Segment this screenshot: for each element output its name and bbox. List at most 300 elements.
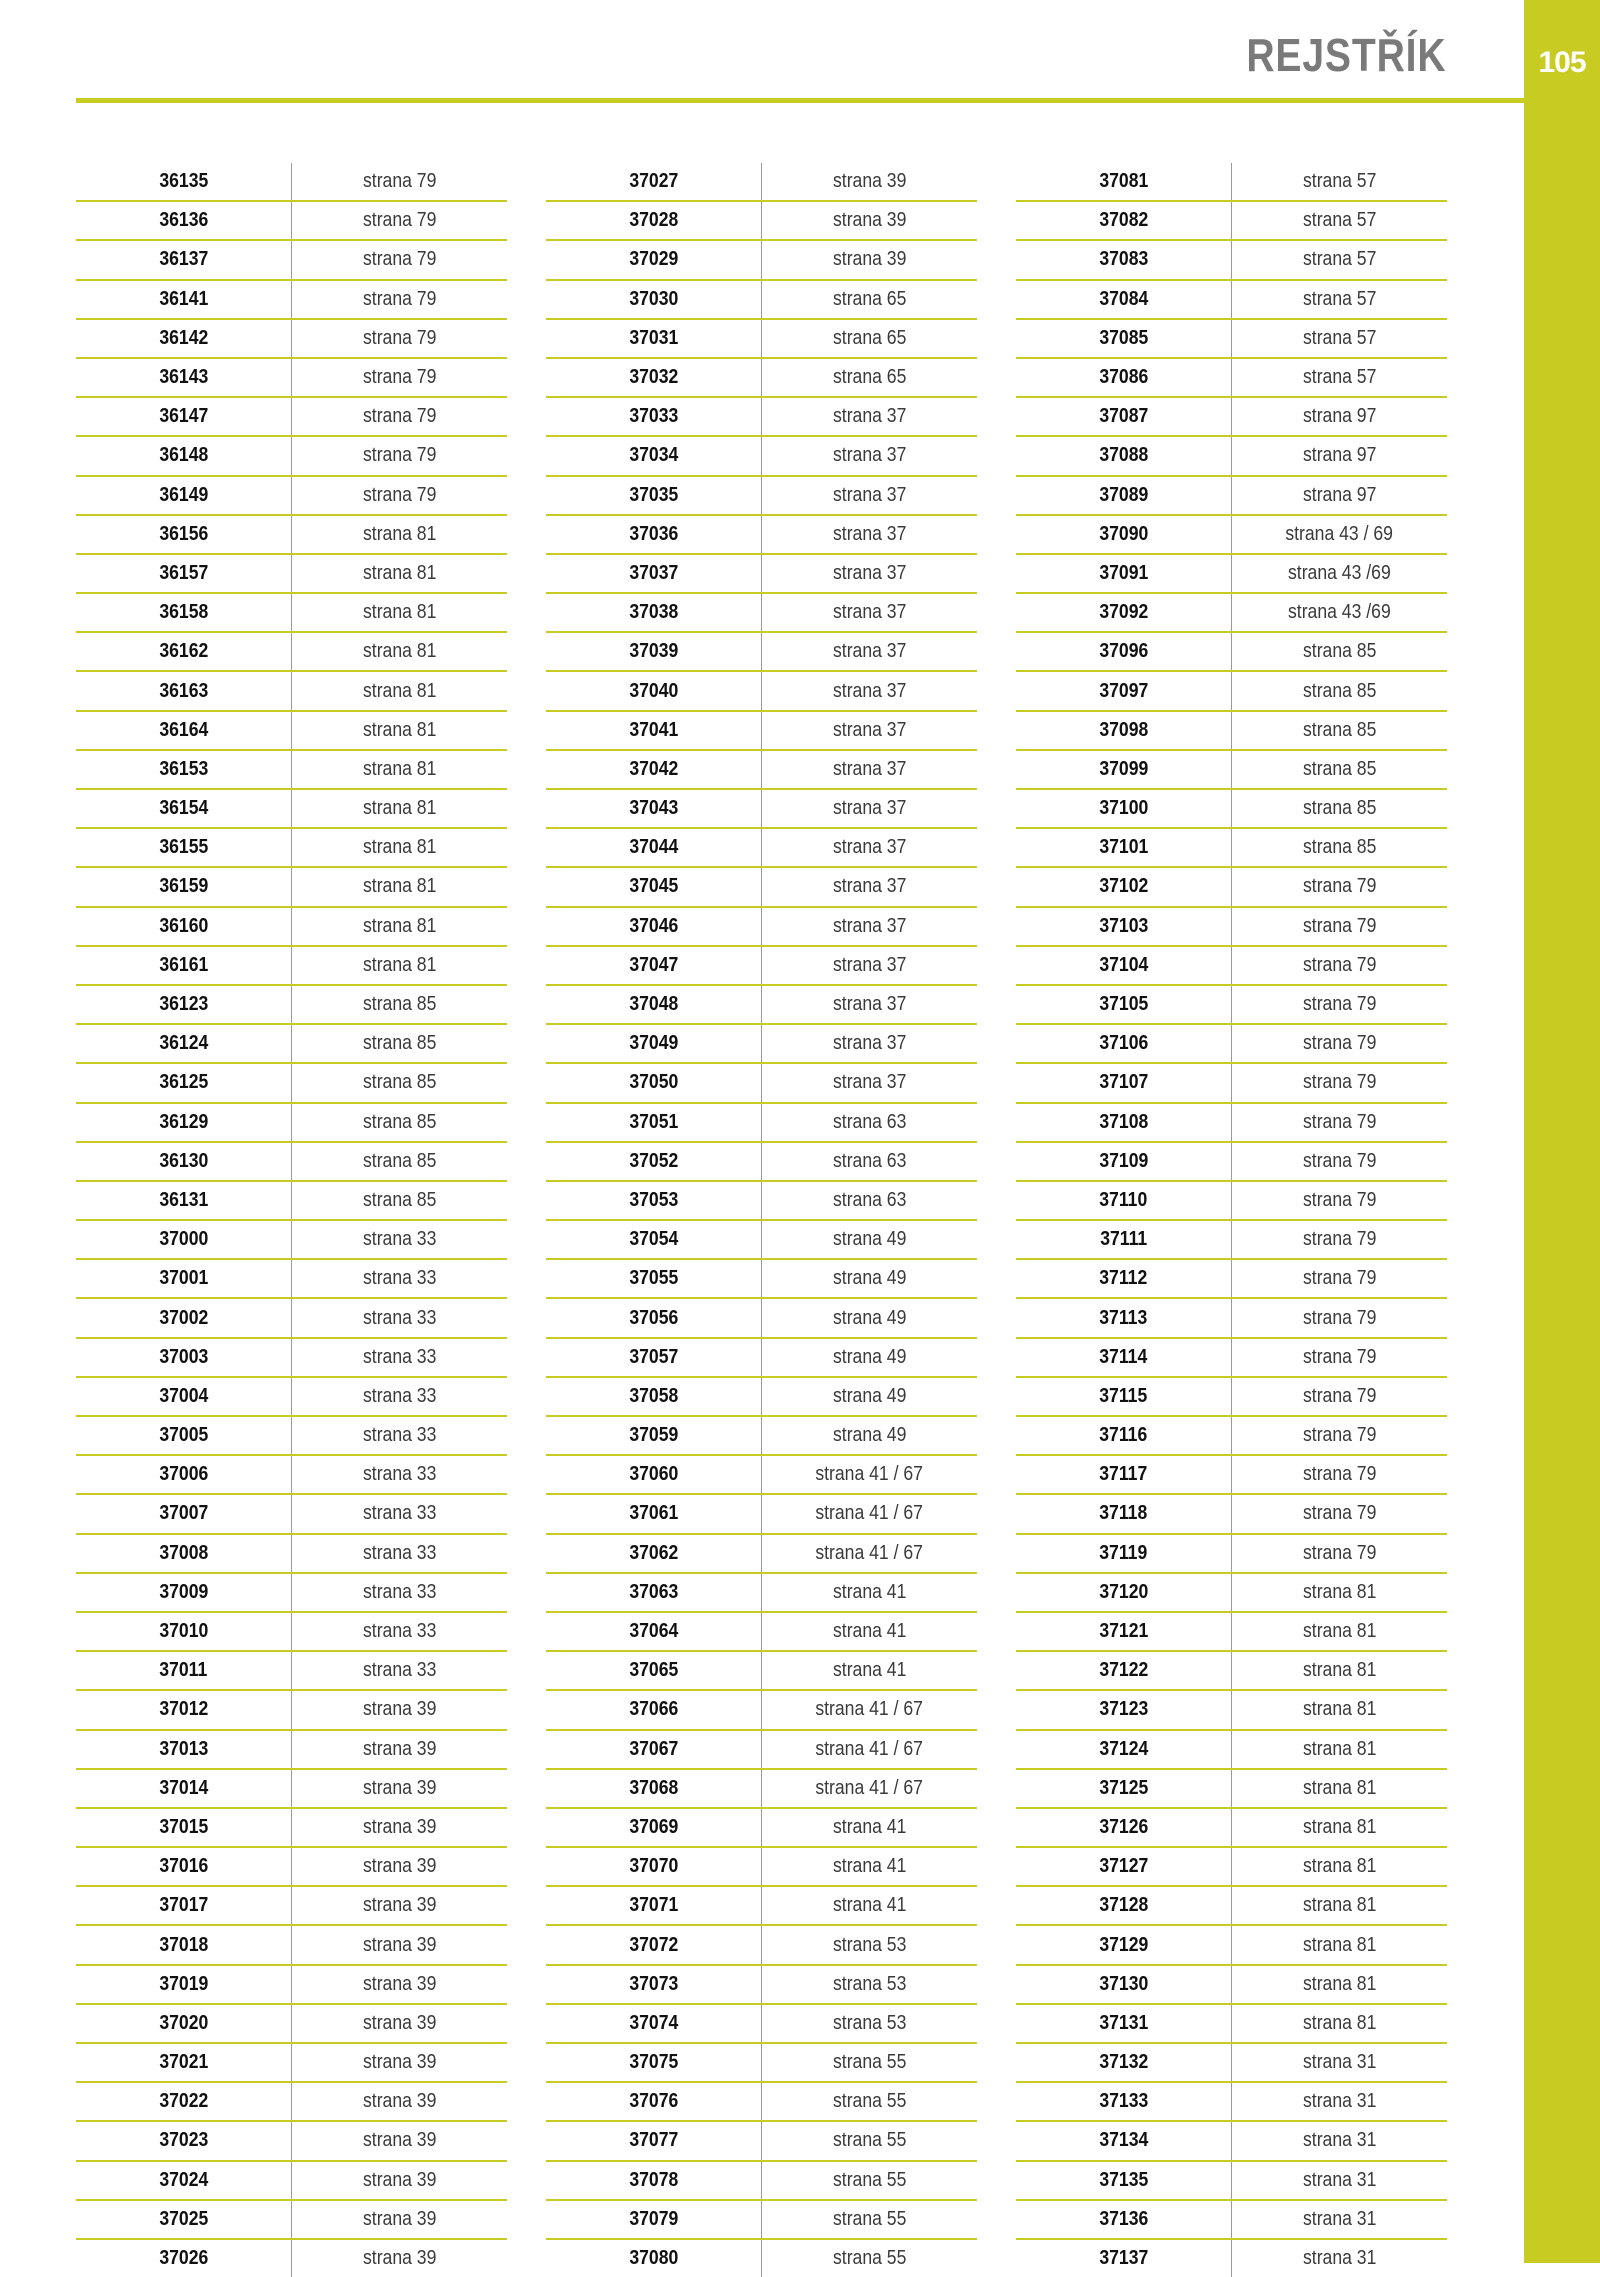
index-row (1016, 946, 1447, 985)
page-reference-cell (292, 1534, 508, 1573)
index-row (546, 1769, 977, 1808)
product-code: 37038 (629, 601, 678, 624)
page-reference-cell (292, 1103, 508, 1142)
product-code-cell (76, 789, 292, 828)
page-reference-cell (762, 240, 978, 279)
product-code: 37071 (629, 1894, 678, 1917)
page-reference-cell (1232, 1651, 1448, 1690)
index-row (546, 985, 977, 1024)
page-reference: strana 85 (362, 1188, 437, 1211)
product-code: 37050 (629, 1071, 678, 1094)
page-reference: strana 39 (362, 1737, 437, 1760)
index-row (76, 1142, 507, 1181)
page-reference: strana 31 (1302, 2247, 1377, 2270)
page-reference: strana 81 (362, 797, 437, 820)
index-row (1016, 240, 1447, 279)
index-row (1016, 476, 1447, 515)
index-row (1016, 1925, 1447, 1964)
page-reference-cell (292, 632, 508, 671)
page-reference: strana 41 (832, 1894, 907, 1917)
index-row (546, 632, 977, 671)
page-reference: strana 43 /69 (1288, 601, 1391, 624)
page-reference-cell (1232, 985, 1448, 1024)
product-code-cell (76, 907, 292, 946)
page-reference-cell (762, 397, 978, 436)
page-reference: strana 39 (362, 1972, 437, 1995)
index-row (546, 593, 977, 632)
index-row (76, 1259, 507, 1298)
index-row (76, 1886, 507, 1925)
product-code: 37035 (629, 483, 678, 506)
product-code: 36162 (159, 640, 208, 663)
page-reference: strana 37 (832, 561, 907, 584)
page-reference: strana 41 / 67 (815, 1541, 924, 1564)
product-code-cell (76, 1534, 292, 1573)
product-code-cell (76, 1612, 292, 1651)
product-code-cell (76, 1573, 292, 1612)
page-reference-cell (762, 1690, 978, 1729)
page-reference: strana 85 (362, 1071, 437, 1094)
product-code: 37086 (1099, 366, 1148, 389)
index-row (76, 1338, 507, 1377)
index-row (76, 711, 507, 750)
index-row (546, 1886, 977, 1925)
index-row (546, 828, 977, 867)
page-reference: strana 37 (832, 797, 907, 820)
product-code: 37022 (159, 2090, 208, 2113)
product-code: 37073 (629, 1972, 678, 1995)
page-reference: strana 81 (1302, 1894, 1377, 1917)
page-reference-cell (1232, 632, 1448, 671)
product-code: 37129 (1099, 1933, 1148, 1956)
product-code-cell (76, 867, 292, 906)
product-code-cell (76, 2043, 292, 2082)
page-reference-cell (1232, 750, 1448, 789)
product-code: 37066 (629, 1698, 678, 1721)
product-code: 37061 (629, 1502, 678, 1525)
page-reference: strana 39 (362, 2051, 437, 2074)
product-code: 36137 (159, 248, 208, 271)
product-code: 36161 (159, 953, 208, 976)
product-code: 37082 (1099, 209, 1148, 232)
index-row (546, 1181, 977, 1220)
page-reference-cell (292, 1024, 508, 1063)
index-row (76, 2161, 507, 2200)
product-code: 37078 (629, 2168, 678, 2191)
page-reference-cell (762, 1259, 978, 1298)
product-code-cell (546, 358, 762, 397)
product-code-cell (546, 1103, 762, 1142)
page-reference: strana 79 (1302, 1071, 1377, 1094)
product-code-cell (1016, 163, 1232, 201)
page-reference-cell (1232, 319, 1448, 358)
product-code: 37020 (159, 2011, 208, 2034)
page-reference: strana 85 (1302, 836, 1377, 859)
page-reference-cell (1232, 711, 1448, 750)
product-code-cell (546, 2043, 762, 2082)
product-code: 37028 (629, 209, 678, 232)
page-reference: strana 39 (362, 1894, 437, 1917)
index-row (76, 436, 507, 475)
page-reference: strana 33 (362, 1580, 437, 1603)
product-code: 37112 (1099, 1267, 1148, 1290)
page-reference-cell (292, 2121, 508, 2160)
product-code: 37030 (629, 287, 678, 310)
page-reference: strana 85 (362, 993, 437, 1016)
index-row (76, 2200, 507, 2239)
product-code: 37105 (1099, 993, 1148, 1016)
page-reference: strana 79 (362, 170, 437, 193)
page-reference: strana 53 (832, 1933, 907, 1956)
page-reference: strana 31 (1302, 2168, 1377, 2191)
index-row (76, 397, 507, 436)
product-code: 36163 (159, 679, 208, 702)
page-reference-cell (292, 1651, 508, 1690)
index-row (1016, 593, 1447, 632)
product-code: 37067 (629, 1737, 678, 1760)
product-code-cell (76, 476, 292, 515)
page-reference: strana 81 (1302, 1776, 1377, 1799)
page-reference: strana 81 (362, 953, 437, 976)
product-code-cell (1016, 436, 1232, 475)
index-row (76, 1063, 507, 1102)
product-code-cell (546, 1181, 762, 1220)
page-reference-cell (1232, 1142, 1448, 1181)
product-code-cell (76, 1416, 292, 1455)
page-reference: strana 39 (832, 209, 907, 232)
product-code: 37100 (1099, 797, 1148, 820)
page-reference-cell (762, 1612, 978, 1651)
index-row (1016, 907, 1447, 946)
page-reference-cell (762, 319, 978, 358)
page-reference: strana 55 (832, 2129, 907, 2152)
page-reference-cell (762, 789, 978, 828)
product-code-cell (1016, 515, 1232, 554)
product-code-cell (1016, 632, 1232, 671)
product-code-cell (1016, 1142, 1232, 1181)
product-code-cell (1016, 1573, 1232, 1612)
index-row (546, 2239, 977, 2277)
product-code: 37070 (629, 1855, 678, 1878)
product-code-cell (76, 280, 292, 319)
product-code-cell (546, 2239, 762, 2277)
product-code: 37102 (1099, 875, 1148, 898)
page-reference-cell (762, 1847, 978, 1886)
index-row (546, 515, 977, 554)
product-code: 37123 (1099, 1698, 1148, 1721)
index-row (1016, 632, 1447, 671)
index-row (1016, 1886, 1447, 1925)
page-reference: strana 39 (362, 2011, 437, 2034)
product-code: 36154 (159, 797, 208, 820)
product-code-cell (546, 280, 762, 319)
product-code-cell (1016, 1769, 1232, 1808)
product-code-cell (546, 1612, 762, 1651)
product-code-cell (1016, 2121, 1232, 2160)
product-code: 37068 (629, 1776, 678, 1799)
product-code: 37045 (629, 875, 678, 898)
page-reference-cell (1232, 1534, 1448, 1573)
page-reference-cell (1232, 1259, 1448, 1298)
page-reference: strana 49 (832, 1345, 907, 1368)
page-reference-cell (292, 1338, 508, 1377)
product-code: 37018 (159, 1933, 208, 1956)
product-code: 37000 (159, 1228, 208, 1251)
index-row (546, 671, 977, 710)
page-reference-cell (762, 1886, 978, 1925)
index-row (1016, 2043, 1447, 2082)
page-reference-cell (1232, 907, 1448, 946)
title-divider (76, 98, 1524, 103)
page-reference: strana 97 (1302, 483, 1377, 506)
product-code: 37059 (629, 1424, 678, 1447)
page-reference-cell (292, 515, 508, 554)
index-row (546, 163, 977, 201)
index-row (1016, 201, 1447, 240)
product-code-cell (546, 554, 762, 593)
index-row (76, 358, 507, 397)
page-reference-cell (762, 1808, 978, 1847)
product-code-cell (76, 2121, 292, 2160)
product-code: 37121 (1099, 1620, 1148, 1643)
index-row (546, 946, 977, 985)
index-row (1016, 1769, 1447, 1808)
product-code-cell (76, 946, 292, 985)
page-reference-cell (762, 1024, 978, 1063)
page-reference: strana 49 (832, 1424, 907, 1447)
product-code: 37096 (1099, 640, 1148, 663)
product-code: 37058 (629, 1384, 678, 1407)
product-code: 37081 (1099, 170, 1148, 193)
page-reference-cell (1232, 1455, 1448, 1494)
product-code: 37044 (629, 836, 678, 859)
product-code: 37122 (1099, 1659, 1148, 1682)
page-reference: strana 39 (362, 2207, 437, 2230)
page-reference-cell (292, 2082, 508, 2121)
product-code: 36158 (159, 601, 208, 624)
product-code: 37014 (159, 1776, 208, 1799)
product-code-cell (1016, 476, 1232, 515)
product-code: 37137 (1099, 2247, 1148, 2270)
page-reference-cell (292, 1808, 508, 1847)
page-reference-cell (762, 554, 978, 593)
page-reference: strana 39 (362, 1698, 437, 1721)
index-row (546, 1298, 977, 1337)
index-row (546, 1024, 977, 1063)
page-reference: strana 41 (832, 1620, 907, 1643)
page-reference: strana 81 (1302, 2011, 1377, 2034)
product-code: 37117 (1099, 1463, 1148, 1486)
page-reference-cell (292, 867, 508, 906)
product-code-cell (76, 1886, 292, 1925)
page-reference: strana 39 (362, 1776, 437, 1799)
index-row (1016, 671, 1447, 710)
index-row (76, 750, 507, 789)
product-code-cell (1016, 2200, 1232, 2239)
index-row (76, 907, 507, 946)
page-reference-cell (1232, 554, 1448, 593)
product-code-cell (546, 1847, 762, 1886)
index-row (1016, 1181, 1447, 1220)
product-code-cell (1016, 319, 1232, 358)
page-reference-cell (292, 828, 508, 867)
product-code: 37009 (159, 1580, 208, 1603)
page-reference: strana 81 (362, 757, 437, 780)
index-row (546, 1259, 977, 1298)
page-reference-cell (292, 240, 508, 279)
page-reference: strana 81 (1302, 1972, 1377, 1995)
page-reference: strana 41 / 67 (815, 1737, 924, 1760)
product-code-cell (546, 1142, 762, 1181)
product-code-cell (546, 1259, 762, 1298)
page-reference-cell (1232, 789, 1448, 828)
product-code-cell (546, 632, 762, 671)
page-reference: strana 55 (832, 2090, 907, 2113)
page-reference-cell (292, 1142, 508, 1181)
page-reference: strana 79 (1302, 1306, 1377, 1329)
page-reference: strana 55 (832, 2168, 907, 2191)
product-code-cell (1016, 1298, 1232, 1337)
page-reference-cell (292, 2200, 508, 2239)
page-reference: strana 81 (362, 561, 437, 584)
index-row (1016, 1298, 1447, 1337)
product-code-cell (76, 1181, 292, 1220)
product-code-cell (546, 2200, 762, 2239)
page-reference-cell (1232, 1886, 1448, 1925)
page-reference-cell (292, 593, 508, 632)
product-code: 37016 (159, 1855, 208, 1878)
page-reference: strana 79 (1302, 1267, 1377, 1290)
product-code: 37037 (629, 561, 678, 584)
index-row (546, 907, 977, 946)
product-code-cell (76, 1965, 292, 2004)
product-code: 37132 (1099, 2051, 1148, 2074)
product-code: 37104 (1099, 953, 1148, 976)
product-code: 37069 (629, 1815, 678, 1838)
page-reference-cell (292, 436, 508, 475)
page-reference-cell (762, 750, 978, 789)
page-reference: strana 81 (1302, 1620, 1377, 1643)
index-row (1016, 1142, 1447, 1181)
index-row (1016, 1651, 1447, 1690)
page-reference: strana 63 (832, 1188, 907, 1211)
page-reference: strana 57 (1302, 326, 1377, 349)
page-reference: strana 41 / 67 (815, 1698, 924, 1721)
product-code: 37007 (159, 1502, 208, 1525)
product-code-cell (76, 1730, 292, 1769)
index-row (546, 240, 977, 279)
page-reference: strana 39 (362, 2168, 437, 2191)
product-code-cell (76, 397, 292, 436)
page-reference: strana 63 (832, 1110, 907, 1133)
page-reference: strana 57 (1302, 366, 1377, 389)
product-code: 37120 (1099, 1580, 1148, 1603)
page-reference-cell (292, 201, 508, 240)
page-reference: strana 79 (1302, 1384, 1377, 1407)
page-reference: strana 57 (1302, 287, 1377, 310)
page-reference-cell (762, 358, 978, 397)
page-reference-cell (762, 1142, 978, 1181)
page-reference: strana 33 (362, 1502, 437, 1525)
page-reference-cell (1232, 1220, 1448, 1259)
product-code: 37008 (159, 1541, 208, 1564)
index-row (1016, 2004, 1447, 2043)
product-code: 37049 (629, 1032, 678, 1055)
product-code-cell (546, 828, 762, 867)
page-reference-cell (762, 436, 978, 475)
page-reference-cell (292, 1612, 508, 1651)
index-row (1016, 1690, 1447, 1729)
product-code: 37111 (1099, 1228, 1147, 1251)
index-row (76, 1416, 507, 1455)
index-row (76, 1847, 507, 1886)
page-reference: strana 39 (362, 2090, 437, 2113)
index-row (546, 867, 977, 906)
page-reference: strana 43 / 69 (1285, 522, 1394, 545)
index-row (1016, 1259, 1447, 1298)
product-code: 37033 (629, 405, 678, 428)
product-code: 37013 (159, 1737, 208, 1760)
page-reference-cell (292, 1494, 508, 1533)
product-code-cell (546, 1573, 762, 1612)
product-code: 37054 (629, 1228, 678, 1251)
product-code-cell (546, 750, 762, 789)
index-row (546, 1534, 977, 1573)
index-row (76, 2121, 507, 2160)
page-reference: strana 79 (1302, 1463, 1377, 1486)
page-reference-cell (762, 1103, 978, 1142)
index-row (546, 1730, 977, 1769)
page-reference-cell (1232, 828, 1448, 867)
product-code: 37040 (629, 679, 678, 702)
page-reference-cell (762, 1651, 978, 1690)
product-code: 37127 (1099, 1855, 1148, 1878)
page-reference: strana 81 (1302, 1815, 1377, 1838)
page-reference: strana 79 (1302, 953, 1377, 976)
page-reference: strana 39 (362, 2129, 437, 2152)
index-row (76, 515, 507, 554)
page-reference-cell (292, 1063, 508, 1102)
product-code-cell (76, 1808, 292, 1847)
page-reference-cell (1232, 1063, 1448, 1102)
page-reference: strana 37 (832, 1032, 907, 1055)
product-code: 37115 (1099, 1384, 1148, 1407)
product-code-cell (76, 1298, 292, 1337)
product-code-cell (1016, 593, 1232, 632)
page-reference: strana 81 (362, 836, 437, 859)
product-code-cell (1016, 1024, 1232, 1063)
product-code: 37118 (1099, 1502, 1148, 1525)
page-reference-cell (1232, 280, 1448, 319)
page-reference: strana 33 (362, 1424, 437, 1447)
page-reference: strana 81 (1302, 1698, 1377, 1721)
page-reference: strana 97 (1302, 405, 1377, 428)
page-reference: strana 31 (1302, 2207, 1377, 2230)
page-reference: strana 55 (832, 2051, 907, 2074)
product-code-cell (1016, 1259, 1232, 1298)
product-code-cell (1016, 2239, 1232, 2277)
product-code-cell (76, 2161, 292, 2200)
product-code-cell (1016, 1455, 1232, 1494)
index-row (546, 1612, 977, 1651)
product-code: 37053 (629, 1188, 678, 1211)
product-code-cell (76, 1690, 292, 1729)
product-code-cell (1016, 750, 1232, 789)
page-reference-cell (762, 163, 978, 201)
product-code-cell (76, 201, 292, 240)
page-reference-cell (1232, 358, 1448, 397)
page-reference: strana 79 (362, 209, 437, 232)
